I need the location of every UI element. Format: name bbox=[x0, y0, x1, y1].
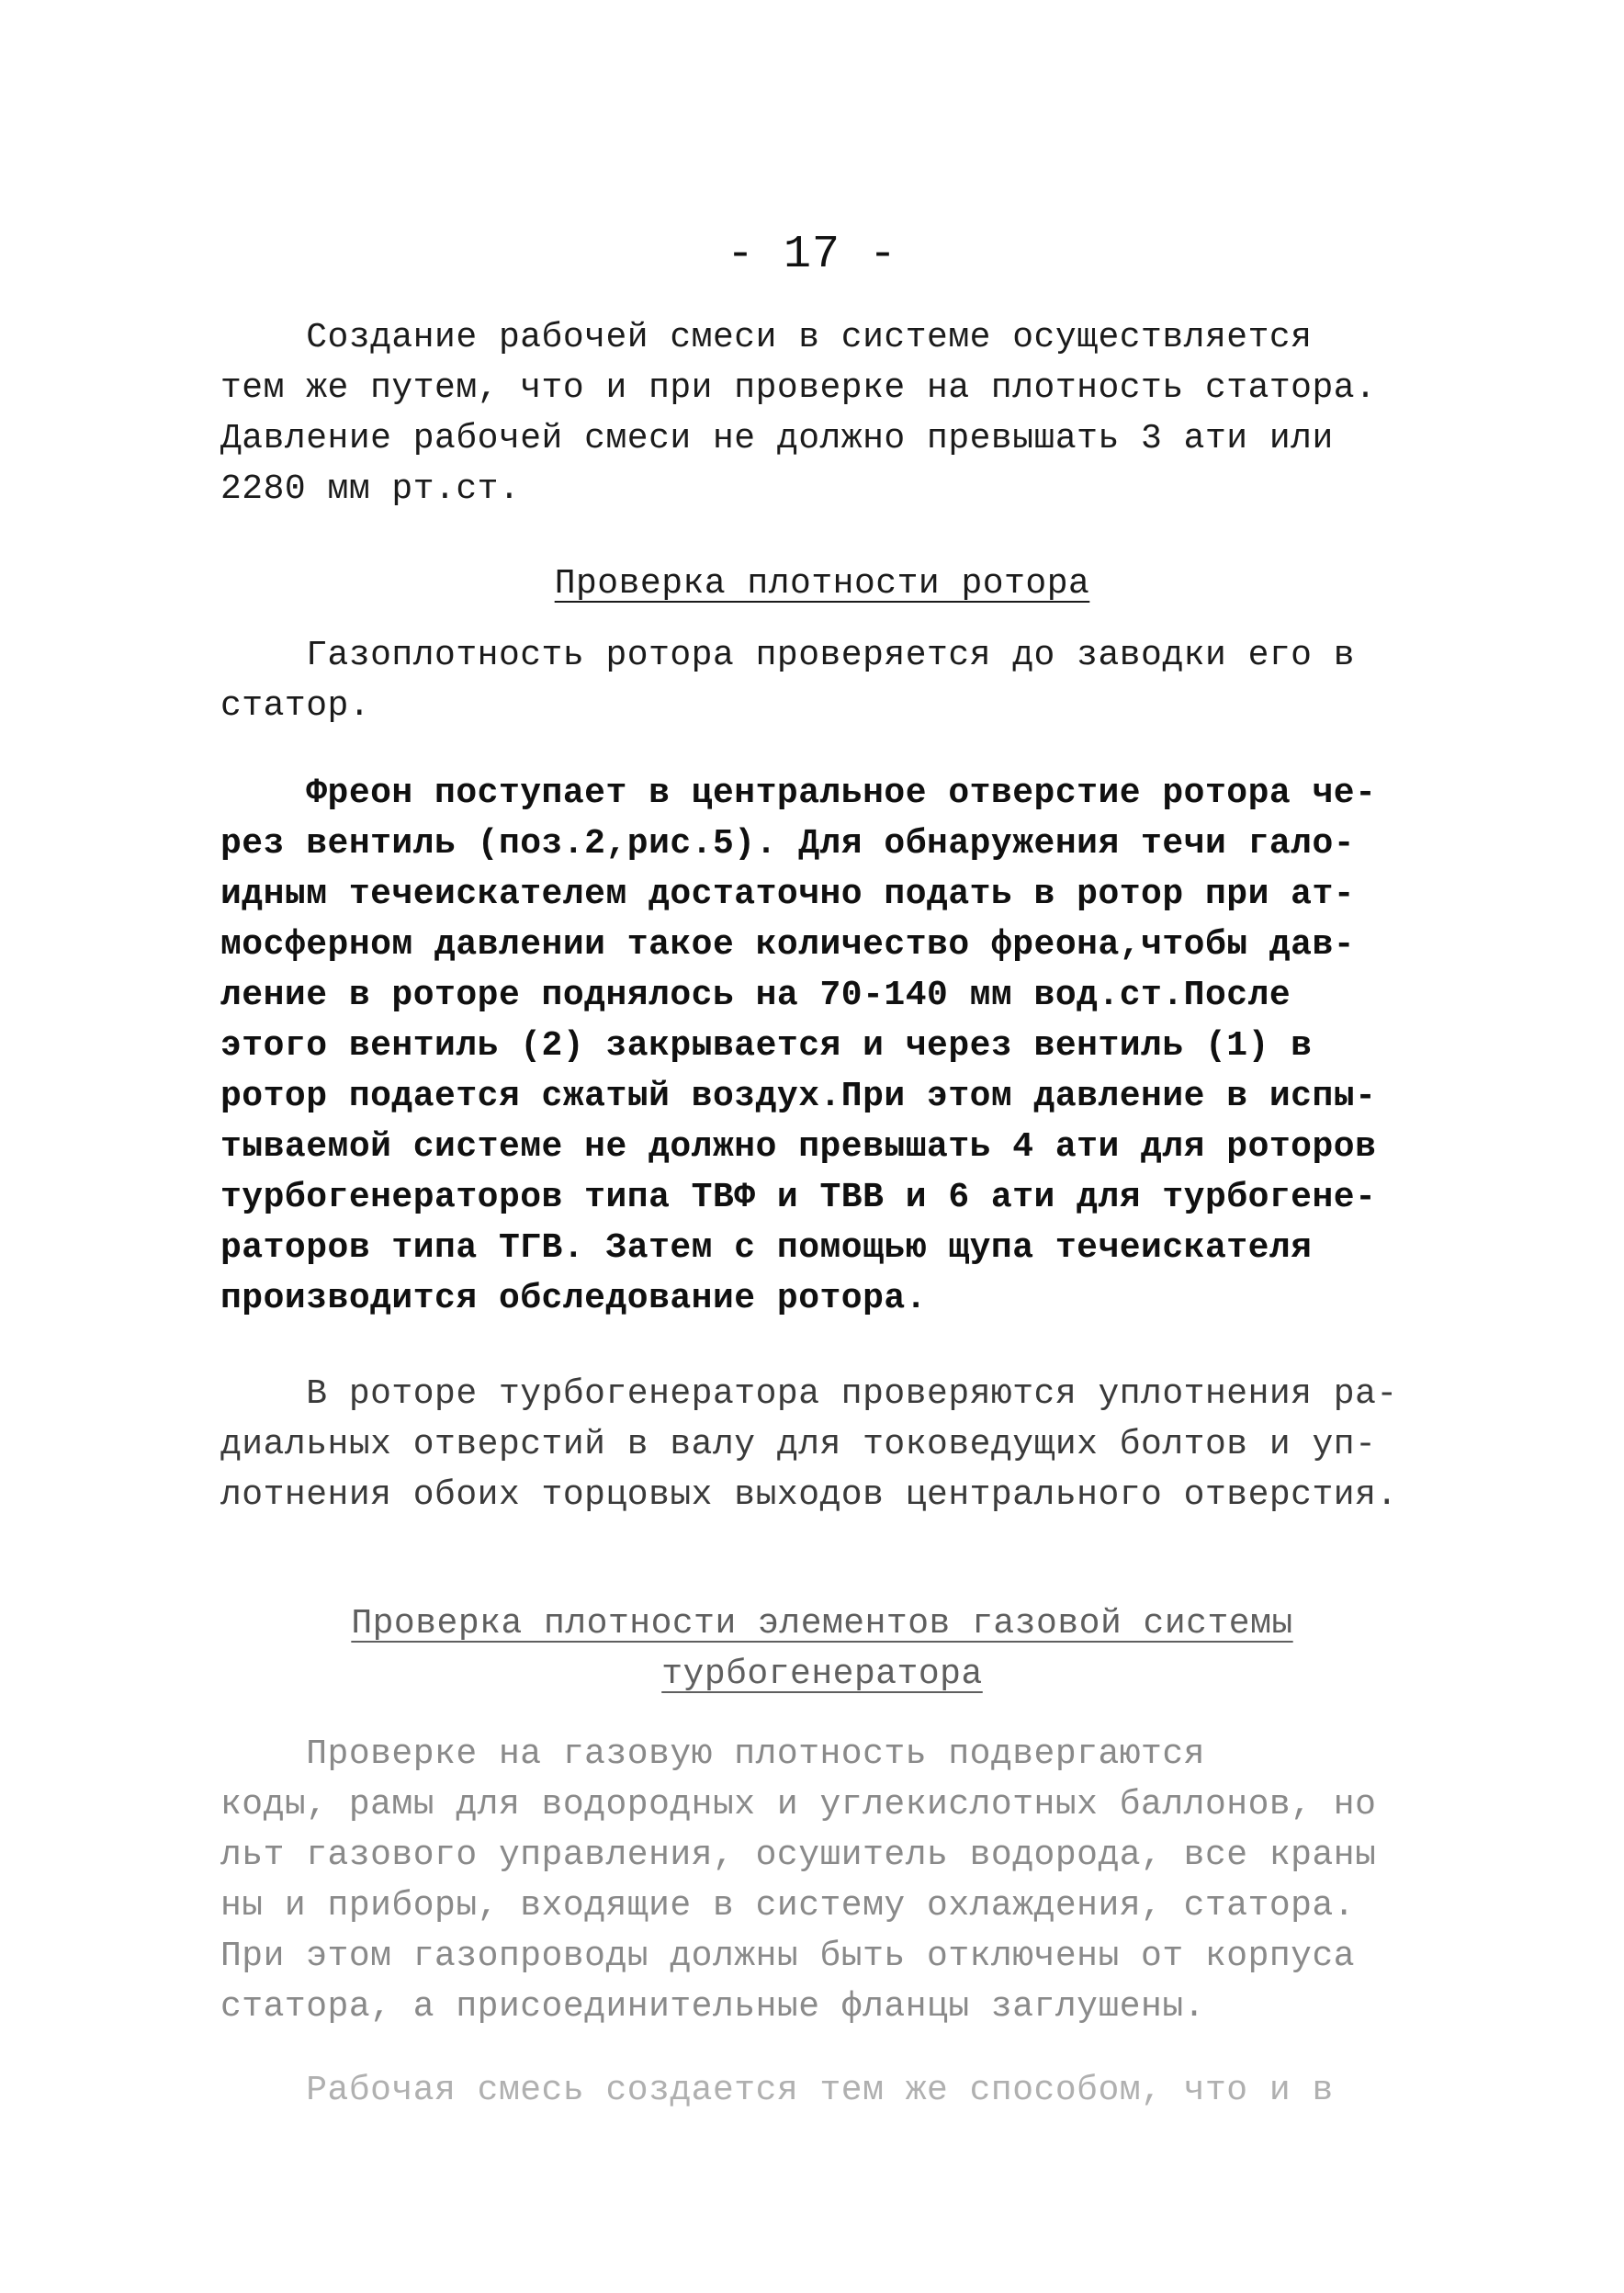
text-line: Давление рабочей смеси не должно превышать 3 ати или bbox=[220, 419, 1334, 458]
text-line: мосферном давлении такое количество фреона,чтобы дав- bbox=[220, 925, 1356, 965]
text-line: статора, а присоединительные фланцы заглушены. bbox=[220, 1987, 1205, 2027]
text-line: При этом газопроводы должны быть отключены от корпуса bbox=[220, 1937, 1356, 1976]
text-line: Проверке на газовую плотность подвергаются bbox=[220, 1734, 1205, 1774]
text-line: тем же путем, что и при проверке на плотность статора. bbox=[220, 368, 1377, 408]
text-line: турбогенераторов типа ТВФ и ТВВ и 6 ати для турбогене- bbox=[220, 1178, 1377, 1217]
text-line: диальных отверстий в валу для токоведущих болтов и уп- bbox=[220, 1425, 1377, 1464]
text-line: тываемой системе не должно превышать 4 ати для роторов bbox=[220, 1127, 1377, 1167]
text-line: Фреон поступает в центральное отверстие ротора че- bbox=[220, 774, 1377, 813]
text-line: лотнения обоих торцовых выходов центрального отверстия. bbox=[220, 1475, 1398, 1515]
text-line: 2280 мм рт.ст. bbox=[220, 469, 521, 509]
text-line: ротор подается сжатый воздух.При этом давление в испы- bbox=[220, 1077, 1377, 1116]
text-line: Газоплотность ротора проверяется до заводки его в bbox=[220, 636, 1356, 675]
section-heading-rotor bbox=[220, 559, 1424, 609]
text-line: статор. bbox=[220, 686, 371, 726]
heading-line: турбогенератора bbox=[661, 1655, 983, 1694]
text-line: рез вентиль (поз.2,рис.5). Для обнаружения течи гало- bbox=[220, 824, 1356, 864]
paragraph-gas-system-elements bbox=[220, 1729, 1424, 2032]
paragraph-working-mixture bbox=[220, 312, 1424, 514]
text-line: ление в роторе поднялось на 70-140 мм вод.ст.После bbox=[220, 976, 1291, 1015]
text-line: производится обследование ротора. bbox=[220, 1279, 928, 1318]
text-line: льт газового управления, осушитель водорода, все краны bbox=[220, 1836, 1377, 1875]
text-line: Рабочая смесь создается тем же способом, что и в bbox=[220, 2071, 1334, 2110]
text-line: идным течеискателем достаточно подать в ротор при ат- bbox=[220, 875, 1356, 914]
paragraph-rotor-seals bbox=[220, 1369, 1424, 1520]
heading-line: Проверка плотности элементов газовой системы bbox=[351, 1604, 1293, 1644]
text-line: Создание рабочей смеси в системе осуществляется bbox=[220, 318, 1313, 357]
text-line: коды, рамы для водородных и углекислотных баллонов, но bbox=[220, 1785, 1377, 1824]
text-line: ны и приборы, входящие в систему охлаждения, статора. bbox=[220, 1886, 1356, 1926]
paragraph-mixture-method bbox=[220, 2065, 1424, 2116]
paragraph-freon-procedure bbox=[220, 768, 1424, 1324]
page-number: - 17 - bbox=[726, 229, 898, 281]
section-heading-gas-system bbox=[220, 1598, 1424, 1700]
paragraph-rotor-gas-tightness bbox=[220, 630, 1424, 731]
text-line: В роторе турбогенератора проверяются уплотнения ра- bbox=[220, 1374, 1398, 1414]
heading-line: Проверка плотности ротора bbox=[554, 564, 1090, 604]
text-line: этого вентиль (2) закрывается и через вентиль (1) в bbox=[220, 1026, 1313, 1066]
text-line: раторов типа ТГВ. Затем с помощью щупа течеискателя bbox=[220, 1228, 1313, 1268]
